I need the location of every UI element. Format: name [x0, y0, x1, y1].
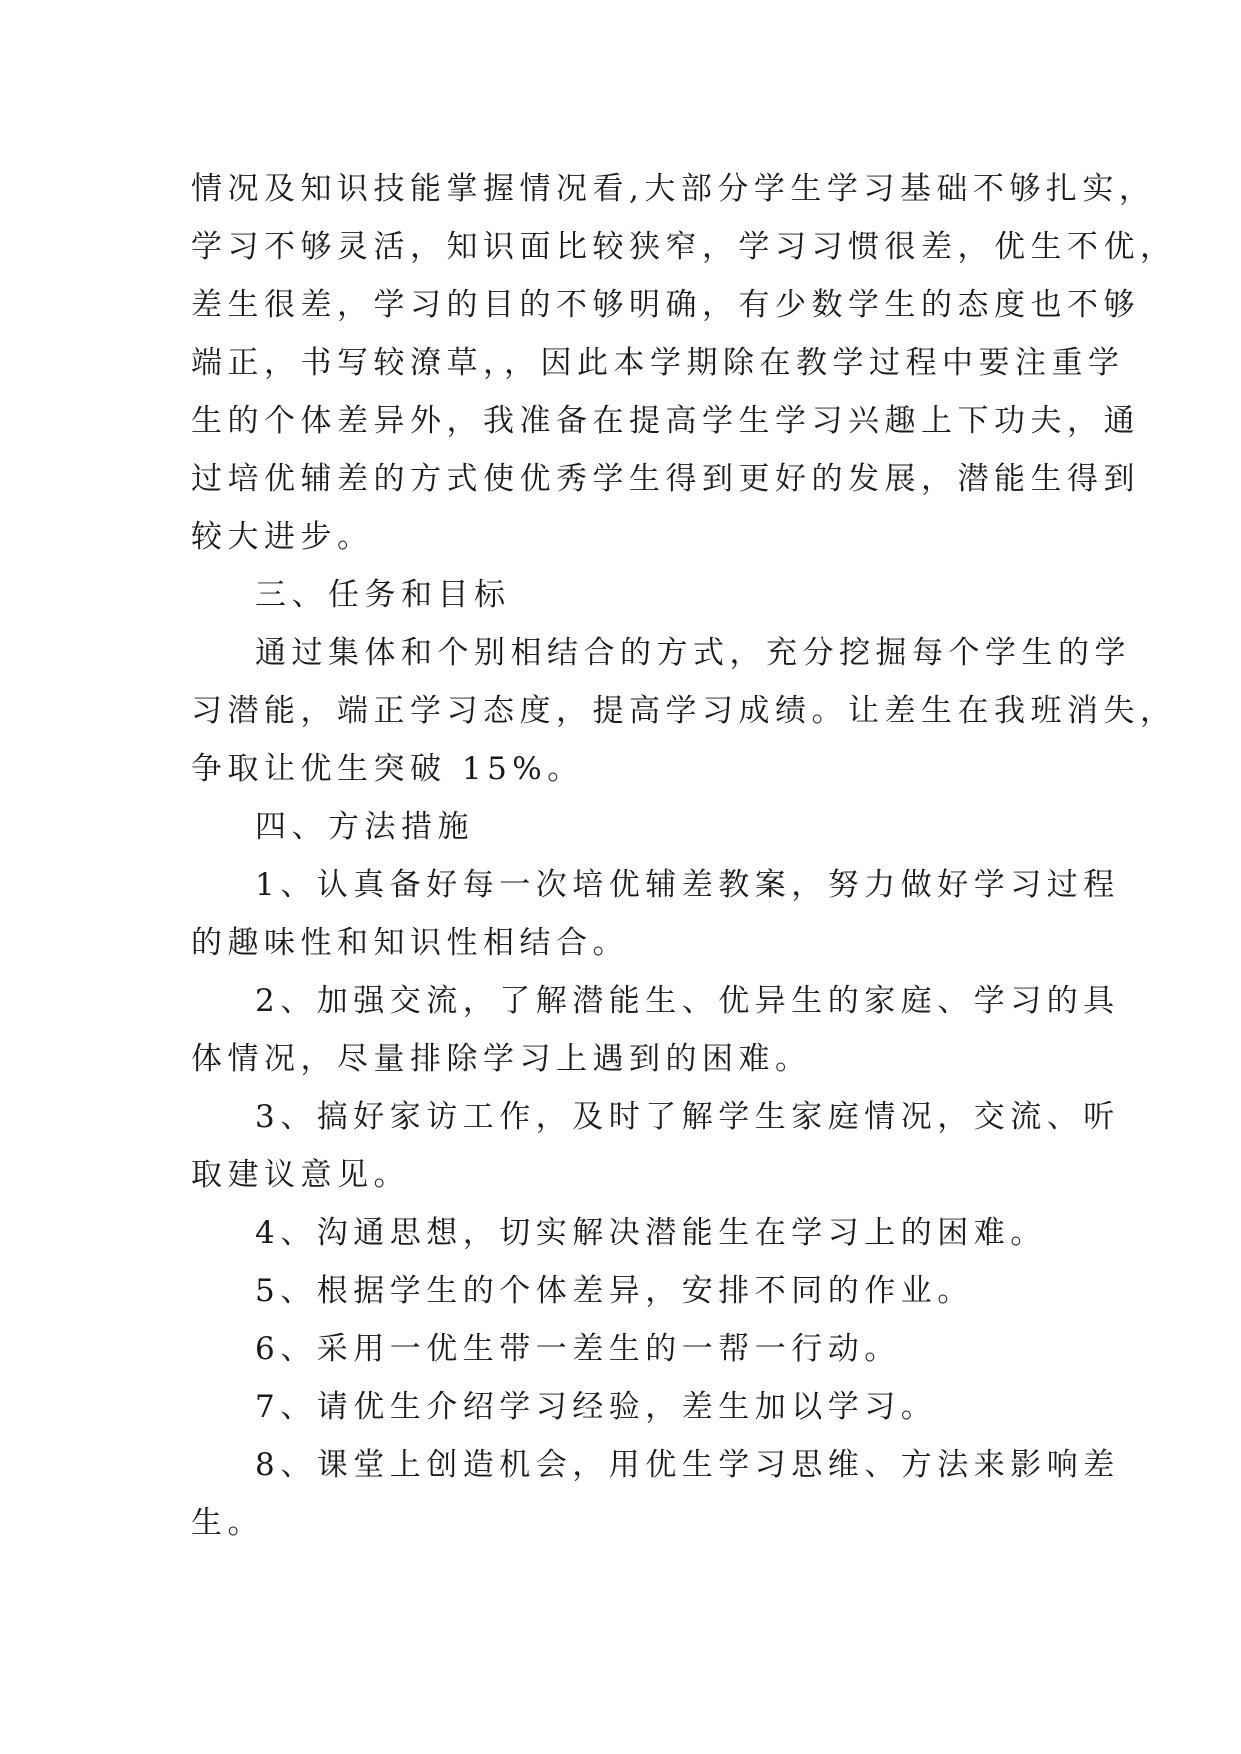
- section-heading-goals: 三、任务和目标: [255, 577, 511, 613]
- list-item-line: 的趣味性和知识性相结合。: [191, 925, 629, 961]
- paragraph-line: 过培优辅差的方式使优秀学生得到更好的发展，潜能生得到: [191, 461, 1140, 497]
- list-item-line: 2、加强交流，了解潜能生、优异生的家庭、学习的具: [255, 983, 1120, 1019]
- list-item-line: 5、根据学生的个体差异，安排不同的作业。: [255, 1273, 974, 1309]
- paragraph-line: 端正，书写较潦草，，因此本学期除在教学过程中要注重学: [191, 345, 1125, 381]
- list-item-line: 8、课堂上创造机会，用优生学习思维、方法来影响差: [255, 1447, 1120, 1483]
- goals-paragraph: [191, 624, 1177, 798]
- method-item-5: [191, 1262, 1071, 1320]
- list-item-line: 4、沟通思想，切实解决潜能生在学习上的困难。: [255, 1215, 1047, 1251]
- document-body: [191, 160, 1177, 1552]
- paragraph-line: 情况及知识技能掌握情况看,大部分学生学习基础不够扎实，: [191, 171, 1156, 207]
- list-item-line: 7、请优生介绍学习经验，差生加以学习。: [255, 1389, 938, 1425]
- paragraph-line: 学习不够灵活，知识面比较狭窄，学习习惯很差，优生不优，: [191, 229, 1177, 265]
- method-item-2: [191, 972, 1120, 1088]
- paragraph-line: 争取让优生突破 15%。: [191, 751, 584, 787]
- list-item-line: 体情况，尽量排除学习上遇到的困难。: [191, 1041, 812, 1077]
- method-item-6: [191, 1320, 1071, 1378]
- method-item-4: [191, 1204, 1071, 1262]
- list-item-line: 生。: [191, 1505, 264, 1541]
- method-item-1: [191, 856, 1120, 972]
- paragraph-line: 习潜能，端正学习态度，提高学习成绩。让差生在我班消失，: [191, 693, 1177, 729]
- method-item-8: [191, 1436, 1120, 1552]
- list-item-line: 6、采用一优生带一差生的一帮一行动。: [255, 1331, 901, 1367]
- paragraph-line: 差生很差，学习的目的不够明确，有少数学生的态度也不够: [191, 287, 1140, 323]
- list-item-line: 取建议意见。: [191, 1157, 410, 1193]
- section-heading-methods: 四、方法措施: [255, 809, 474, 845]
- paragraph-line: 生的个体差异外，我准备在提高学生学习兴趣上下功夫，通: [191, 403, 1140, 439]
- method-item-3: [191, 1088, 1120, 1204]
- method-item-7: [191, 1378, 1071, 1436]
- paragraph-line: 通过集体和个别相结合的方式，充分挖掘每个学生的学: [255, 635, 1131, 671]
- paragraph-line: 较大进步。: [191, 519, 374, 555]
- list-item-line: 3、搞好家访工作，及时了解学生家庭情况，交流、听: [255, 1099, 1120, 1135]
- list-item-line: 1、认真备好每一次培优辅差教案，努力做好学习过程: [255, 867, 1120, 903]
- intro-paragraph: [191, 160, 1177, 566]
